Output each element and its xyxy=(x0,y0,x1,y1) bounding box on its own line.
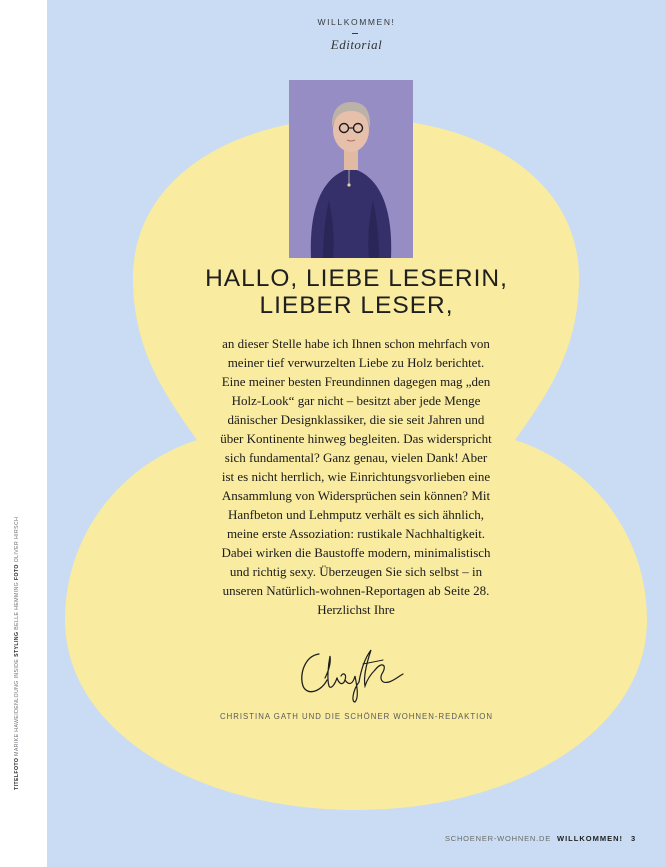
credit-label-foto: FOTO xyxy=(14,564,20,581)
body-line: Holz-Look“ gar nicht – besitzt aber jede Menge xyxy=(231,393,481,408)
body-line: und richtig sexy. Überzeugen Sie sich selbst – in xyxy=(229,564,483,579)
body-line: Herzlichst Ihre xyxy=(317,602,395,617)
left-gutter xyxy=(0,0,47,867)
photo-credits xyxy=(14,517,20,790)
body-line: an dieser Stelle habe ich Ihnen schon mehrfach von xyxy=(222,336,490,351)
body-line: meiner tief verwurzelten Liebe zu Holz berichtet. xyxy=(227,355,485,370)
kicker-dash xyxy=(352,33,358,34)
footer-section: WILLKOMMEN! xyxy=(557,834,624,843)
signature-caption: CHRISTINA GATH UND DIE SCHÖNER WOHNEN-REDAKTION xyxy=(220,712,493,721)
body-line: unseren Natürlich-wohnen-Reportagen ab Seite 28. xyxy=(222,583,490,598)
credit-value-styling: BELLE HEMMING xyxy=(14,581,20,630)
body-line: sich fundamental? Ganz genau, vielen Dank! Aber xyxy=(224,450,488,465)
credit-label-titelfoto: TITELFOTO xyxy=(14,757,20,790)
body-line: Hanfbeton und Lehmputz verhält es sich ähnlich, xyxy=(228,507,484,522)
body-line: ist es nicht herrlich, wie Einrichtungsvorlieben eine xyxy=(221,469,491,484)
portrait-photo xyxy=(289,80,413,258)
handwritten-signature-icon xyxy=(297,640,405,704)
body-line: dänischer Designklassiker, die sie seit Jahren und xyxy=(227,412,485,427)
body-line: Ansammlung von Widersprüchen sein können? Mit xyxy=(221,488,491,503)
section-kicker: WILLKOMMEN! xyxy=(317,17,396,27)
page-number: 3 xyxy=(631,834,636,843)
editorial-body xyxy=(195,334,517,619)
credit-value-foto: OLIVER HIRSCH xyxy=(14,516,20,563)
body-line: Dabei wirken die Baustoffe modern, minimalistisch xyxy=(221,545,491,560)
section-title: Editorial xyxy=(330,37,383,52)
credit-value-titelfoto: MARIKE HAWEIDENLOUNG INSIDE xyxy=(14,658,20,756)
headline-line-1: HALLO, LIEBE LESERIN, xyxy=(205,265,508,292)
headline-line-2: LIEBER LESER, xyxy=(259,292,454,319)
body-line: Eine meiner besten Freundinnen dagegen mag „den xyxy=(221,374,491,389)
headline xyxy=(47,265,666,319)
footer-website: SCHOENER-WOHNEN.DE xyxy=(444,834,552,843)
body-line: über Kontinente hinweg begleiten. Das widerspricht xyxy=(220,431,492,446)
credit-label-styling: STYLING xyxy=(14,631,20,657)
page-footer xyxy=(445,834,636,843)
body-line: meine erste Assoziation: rustikale Nachhaltigkeit. xyxy=(226,526,486,541)
